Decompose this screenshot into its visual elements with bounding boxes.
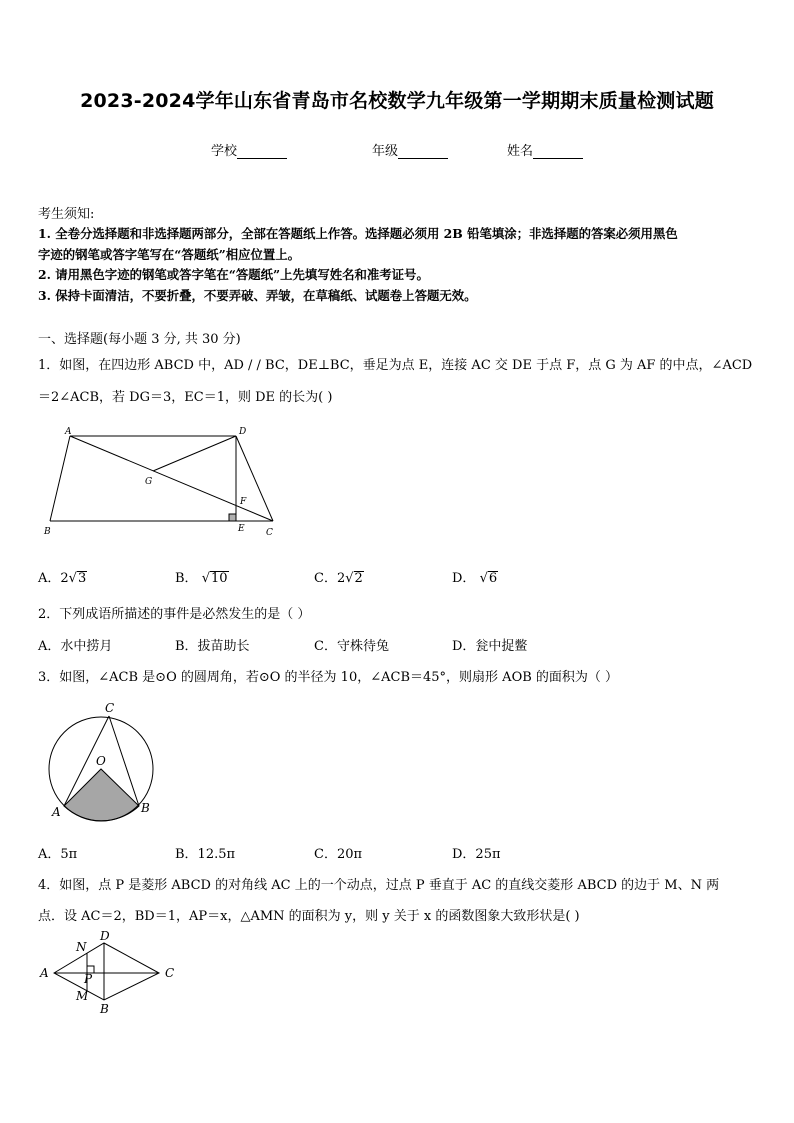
q4-label-p: P [84,972,93,986]
q1-figure [40,422,290,540]
q1-option-d-text: D． [452,571,476,586]
q4-rhombus [54,943,159,1000]
sqrt-symbol: √6 [479,571,498,586]
q1-label-b: B [44,527,51,537]
grade-blank [398,145,448,159]
q1-option-b-radicand: 10 [211,571,228,586]
notice-line-4: 3. 保持卡面清洁，不要折叠，不要弄破、弄皱，在草稿纸、试题卷上答题无效。 [38,288,477,303]
q3-option-a[interactable]: A．5π [38,847,78,862]
q1-label-d: D [239,427,247,437]
sqrt-symbol: √3 [68,571,87,586]
q1-option-b-text: B． [175,571,198,586]
q1-option-b[interactable] [175,567,229,586]
q4-label-c: C [165,966,175,980]
q4-label-d: D [100,929,110,943]
q1-stem-line-2: ＝2∠ACB，若 DG＝3，EC＝1，则 DE 的长为( ) [38,390,333,405]
q3-figure [44,700,164,822]
sqrt-symbol: √2 [345,571,363,586]
q3-label-b: B [141,801,150,815]
q2-option-c[interactable]: C．守株待兔 [314,639,389,654]
q4-label-n: N [76,940,87,954]
q4-label-a: A [40,966,49,980]
q3-option-c[interactable]: C．20π [314,847,363,862]
q1-label-a: A [65,427,72,437]
school-label: 学校 [211,144,238,159]
school-field [211,140,287,159]
section-title: 一、选择题(每小题 3 分, 共 30 分) [38,332,241,347]
q4-figure [36,928,186,1020]
q1-label-g: G [145,477,153,487]
page-title: 2023-2024学年山东省青岛市名校数学九年级第一学期期末质量检测试题 [80,90,714,112]
school-blank [237,145,287,159]
name-field [507,140,583,159]
notice-heading: 考生须知: [38,207,95,222]
q1-option-c-radicand: 2 [354,571,363,586]
name-blank [533,145,583,159]
q2-option-b[interactable]: B．拔苗助长 [175,639,250,654]
q1-option-c[interactable] [314,567,364,586]
q2-option-a[interactable]: A．水中捞月 [38,639,113,654]
q4-label-b: B [100,1002,109,1016]
q1-edge-ab [50,436,70,521]
q1-option-c-text: C．2 [314,571,346,586]
name-label: 姓名 [507,144,534,159]
q1-diagonal-ac [70,436,273,521]
grade-field [372,140,448,159]
q3-label-a: A [52,805,61,819]
q2-option-d[interactable]: D．瓮中捉鳖 [452,639,528,654]
q1-label-e: E [238,524,245,534]
q4-label-m: M [76,989,89,1003]
notice-line-1: 1. 全卷分选择题和非选择题两部分，全部在答题纸上作答。选择题必须用 2B 铅笔填涂；非选择题的答案必须用黑色 [38,226,678,241]
q1-option-a-radicand: 3 [77,571,87,586]
q3-label-c: C [105,701,115,715]
notice-line-3: 2. 请用黑色字迹的钢笔或答字笔在“答题纸”上先填写姓名和准考证号。 [38,267,429,282]
sqrt-symbol: √10 [201,571,228,586]
q3-option-d[interactable]: D．25π [452,847,501,862]
q3-label-o: O [96,754,106,768]
q4-stem-line-1: 4．如图，点 P 是菱形 ABCD 的对角线 AC 上的一个动点，过点 P 垂直于 AC 的直线交菱形 ABCD 的边于 M、N 两 [38,878,720,893]
grade-label: 年级 [372,144,399,159]
q1-option-a-text: A．2 [38,571,69,586]
q1-option-d-radicand: 6 [488,571,498,586]
q1-right-angle-mark [229,514,236,521]
notice-line-2: 字迹的钢笔或答字笔写在“答题纸”相应位置上。 [38,247,301,262]
q1-segment-gd [153,436,236,471]
q1-option-d[interactable] [452,567,498,586]
q2-stem: 2．下列成语所描述的事件是必然发生的是（ ） [38,607,311,622]
q3-shaded-sector [64,769,139,821]
q3-option-b[interactable]: B．12.5π [175,847,236,862]
q1-label-f: F [240,497,247,507]
q1-option-a[interactable] [38,567,87,586]
q3-stem: 3．如图，∠ACB 是⊙O 的圆周角，若⊙O 的半径为 10，∠ACB＝45°，则扇形 AOB 的面积为（ ） [38,670,619,685]
q4-stem-line-2: 点．设 AC＝2，BD＝1，AP＝x，△AMN 的面积为 y，则 y 关于 x 的函数图象大致形状是( ) [38,909,580,924]
q1-stem-line-1: 1．如图，在四边形 ABCD 中，AD / / BC，DE⊥BC，垂足为点 E，连接 AC 交 DE 于点 F，点 G 为 AF 的中点，∠ACD [38,358,753,373]
q1-label-c: C [266,528,273,538]
